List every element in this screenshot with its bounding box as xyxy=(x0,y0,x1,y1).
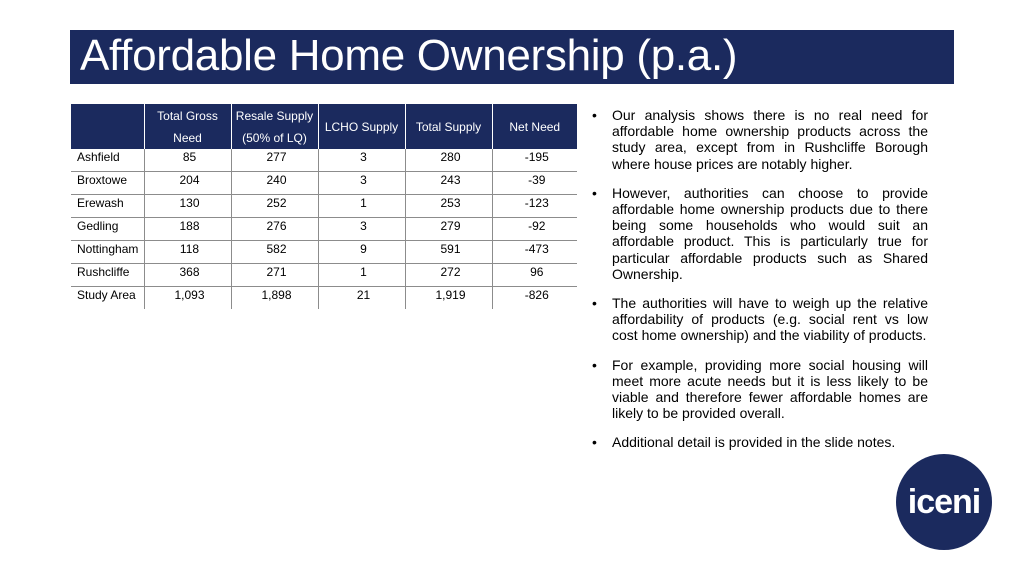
cell-supply: 272 xyxy=(405,264,492,287)
bullet-symbol: • xyxy=(592,107,597,123)
cell-gross: 130 xyxy=(144,195,231,218)
cell-net: -195 xyxy=(492,149,577,172)
logo-text: iceni xyxy=(907,482,981,521)
table-row xyxy=(71,218,577,241)
table-row xyxy=(71,264,577,287)
cell-resale: 252 xyxy=(231,195,318,218)
bullet-text: The authorities will have to weigh up the relative affordability of products (e.g. social rent vs low cost home ownership) and the viability of products. xyxy=(612,295,928,344)
cell-resale: 271 xyxy=(231,264,318,287)
cell-area: Ashfield xyxy=(71,149,144,172)
bullet-item xyxy=(590,107,928,172)
bullet-text: For example, providing more social housing will meet more acute needs but it is less likely to be viable and therefore fewer affordable homes are likely to be provided overall. xyxy=(612,356,928,422)
title-bar xyxy=(70,30,954,84)
header-area xyxy=(71,104,144,149)
cell-resale: 582 xyxy=(231,241,318,264)
cell-area: Study Area xyxy=(77,288,136,302)
cell-supply: 253 xyxy=(405,195,492,218)
cell-area: Broxtowe xyxy=(71,172,144,195)
cell-resale: 1,898 xyxy=(231,287,318,310)
bullet-text: Additional detail is provided in the slide notes. xyxy=(612,434,896,451)
cell-area: Nottingham xyxy=(71,241,144,264)
bullet-symbol: • xyxy=(592,356,597,373)
cell-supply: 279 xyxy=(405,218,492,241)
table-row xyxy=(71,172,577,195)
cell-resale: 277 xyxy=(231,149,318,172)
cell-supply: 591 xyxy=(405,241,492,264)
bullet-text: Our analysis shows there is no real need for affordable home ownership products across the study area, except from in Rushcliffe Borough where house prices are notably higher. xyxy=(612,107,928,172)
table-row xyxy=(71,241,577,264)
cell-lcho: 1 xyxy=(318,195,405,218)
cell-supply: 1,919 xyxy=(405,287,492,310)
header-total-supply: Total Supply xyxy=(405,104,492,149)
cell-area: Gedling xyxy=(71,218,144,241)
cell-lcho: 3 xyxy=(318,218,405,241)
table-row xyxy=(71,195,577,218)
bullet-list xyxy=(590,107,928,464)
bullet-item xyxy=(590,295,928,344)
cell-net: -473 xyxy=(492,241,577,264)
cell-net: -826 xyxy=(492,287,577,310)
header-total-gross-need: Total Gross Need xyxy=(144,104,231,149)
cell-resale: 240 xyxy=(231,172,318,195)
cell-lcho: 21 xyxy=(318,287,405,310)
table-header-row xyxy=(71,104,577,149)
cell-gross: 204 xyxy=(144,172,231,195)
cell-gross: 368 xyxy=(144,264,231,287)
bullet-symbol: • xyxy=(592,295,597,312)
data-table xyxy=(71,104,577,309)
header-lcho-supply: LCHO Supply xyxy=(318,104,405,149)
cell-net: -92 xyxy=(492,218,577,241)
bullet-symbol: • xyxy=(592,184,597,201)
bullet-item xyxy=(590,357,928,422)
bullet-text: However, authorities can choose to provide affordable home ownership products due to there being some households who would suit an affordable product. This is particularly true for particular affordable products such as Shared Ownership. xyxy=(612,184,928,282)
bullet-symbol: • xyxy=(592,434,597,451)
cell-net: -123 xyxy=(492,195,577,218)
cell-gross: 1,093 xyxy=(144,287,231,310)
cell-gross: 188 xyxy=(144,218,231,241)
table-row-total xyxy=(71,287,577,310)
cell-net: 96 xyxy=(492,264,577,287)
bullet-item xyxy=(590,434,928,450)
cell-resale: 276 xyxy=(231,218,318,241)
page-title: Affordable Home Ownership (p.a.) xyxy=(80,31,738,80)
cell-gross: 118 xyxy=(144,241,231,264)
header-net-need: Net Need xyxy=(492,104,577,149)
cell-lcho: 3 xyxy=(318,172,405,195)
bullet-item xyxy=(590,185,928,282)
cell-lcho: 1 xyxy=(318,264,405,287)
cell-net: -39 xyxy=(492,172,577,195)
cell-lcho: 3 xyxy=(318,149,405,172)
cell-area: Rushcliffe xyxy=(71,264,144,287)
cell-gross: 85 xyxy=(144,149,231,172)
header-resale-supply: Resale Supply (50% of LQ) xyxy=(231,104,318,149)
cell-area: Erewash xyxy=(71,195,144,218)
table-row xyxy=(71,149,577,172)
cell-lcho: 9 xyxy=(318,241,405,264)
iceni-logo xyxy=(896,454,992,550)
cell-supply: 243 xyxy=(405,172,492,195)
cell-supply: 280 xyxy=(405,149,492,172)
